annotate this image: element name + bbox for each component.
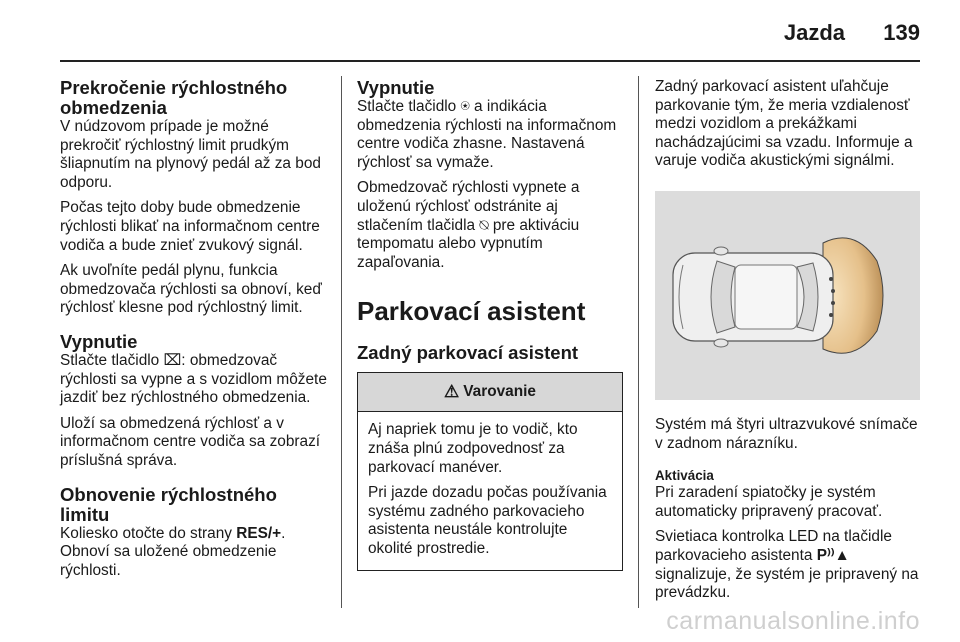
watermark: carmanualsonline.info (666, 607, 920, 635)
speed-limiter-icon: ⍟ (460, 98, 470, 115)
heading-deactivation: Vypnutie (357, 77, 435, 98)
page-number: 139 (883, 20, 920, 45)
column-divider-1 (341, 76, 342, 608)
paragraph: Obmedzovač rýchlosti vypnete a uloženú rýchlosť odstránite aj stlačením tlačidla ⍉ pre aktiváciu tempomatu alebo vypnutím zapaľovania. (357, 179, 580, 271)
column-1 (60, 78, 328, 587)
heading-resume-speed-limit: Obnovenie rýchlostného limitu (60, 483, 277, 525)
paragraph: Aj napriek tomu je to vodič, kto znáša plnú zodpovednosť za parkovací manéver. (368, 421, 578, 476)
paragraph: Zadný parkovací asistent uľahčuje parkovanie tým, že meria vzdialenosť medzi vozidlom a prekážkami nachádzajúcimi sa vzadu. Informuje a varuje vodiča akustickými signálmi. (655, 78, 913, 170)
paragraph: Ak uvoľníte pedál plynu, funkcia obmedzovača rýchlosti sa obnoví, keď rýchlosť klesne pod rýchlostný limit. (60, 262, 322, 317)
paragraph: Koliesko otočte do strany RES/+. Obnoví sa uložené obmedzenie rýchlosti. (60, 524, 286, 579)
column-divider-2 (638, 76, 639, 608)
heading-activation: Aktivácia (655, 468, 714, 484)
paragraph: Systém má štyri ultrazvukové snímače v zadnom nárazníku. (655, 415, 918, 452)
header-divider (60, 60, 920, 62)
column-2 (357, 78, 625, 571)
res-plus-label: RES/+ (236, 524, 282, 542)
paragraph: Pri jazde dozadu počas používania systému zadného parkovacieho asistenta neustále kontrolujte okolité prostredie. (368, 484, 607, 557)
column-3 (655, 78, 923, 610)
warning-triangle-icon: ⚠ (444, 382, 460, 402)
page-header (0, 0, 960, 60)
paragraph: Stlačte tlačidlo ⌧: obmedzovač rýchlosti sa vypne a s vozidlom môžete jazdiť bez rýchlostného obmedzenia. (60, 351, 327, 407)
parking-sensor-illustration (655, 191, 920, 400)
heading-speed-limit-override: Prekročenie rýchlostného obmedzenia (60, 77, 288, 118)
paragraph: Svietiaca kontrolka LED na tlačidle parkovacieho asistenta P⁾⁾▲ signalizuje, že systém je pripravený na prevádzku. (655, 528, 919, 602)
heading-deactivation: Vypnutie (60, 330, 138, 352)
paragraph: Uloží sa obmedzená rýchlosť a v informačnom centre vodiča sa zobrazí príslušná správa. (60, 414, 321, 469)
paragraph: V núdzovom prípade je možné prekročiť rýchlostný limit prudkým šliapnutím na plynový pedál až za bod odporu. (60, 118, 321, 191)
speed-limiter-off-icon: ⌧ (163, 351, 182, 369)
heading-rear-parking-assist: Zadný parkovací asistent (357, 342, 579, 364)
paragraph: Stlačte tlačidlo ⍟ a indikácia obmedzenia rýchlosti na informačnom centre vodiča zhasne. Nastavená rýchlosť sa vymaže. (357, 98, 617, 171)
warning-box (357, 372, 623, 570)
warning-title: Varovanie (463, 383, 536, 401)
parking-assist-icon: P⁾⁾▲ (816, 546, 850, 564)
paragraph: Počas tejto doby bude obmedzenie rýchlosti blikať na informačnom centre vodiča a bude znieť zvukový signál. (60, 199, 320, 254)
warning-body (358, 412, 622, 569)
heading-parking-assist: Parkovací asistent (357, 296, 586, 327)
warning-header (358, 373, 622, 412)
paragraph: Pri zaradení spiatočky je systém automaticky pripravený pracovať. (655, 484, 883, 520)
cruise-control-icon: ⍉ (479, 216, 489, 234)
car-top-view-illustration (655, 191, 920, 400)
section-title: Jazda (783, 20, 845, 45)
